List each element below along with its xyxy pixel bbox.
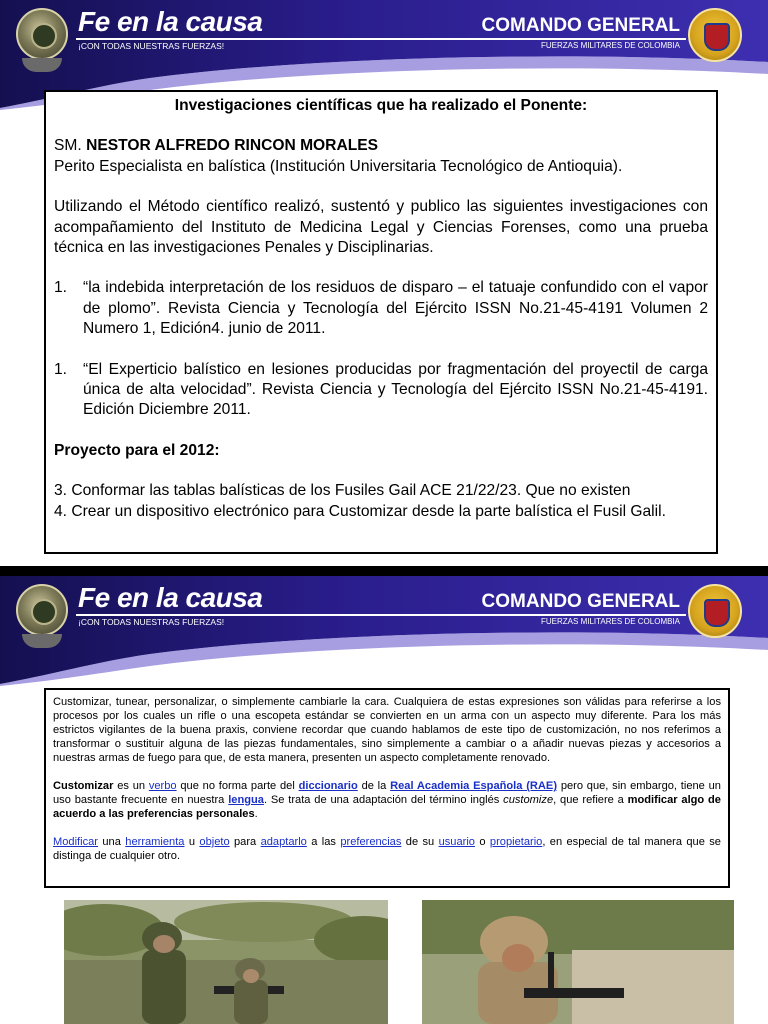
command-subtitle: FUERZAS MILITARES DE COLOMBIA bbox=[541, 41, 680, 50]
speaker-role: Perito Especialista en balística (Institución Universitaria Tecnológico de Antioquia). bbox=[54, 157, 623, 175]
research-heading: Investigaciones científicas que ha realizado el Ponente: bbox=[174, 97, 588, 114]
publication-item bbox=[54, 360, 708, 421]
slide-separator bbox=[0, 566, 768, 576]
link-propietario[interactable]: propietario bbox=[489, 836, 543, 848]
project-item: 3. Conformar las tablas balísticas de los Fusiles Gail ACE 21/22/23. Que no existen bbox=[54, 482, 631, 500]
publication-text: “la indebida interpretación de los residuos de disparo – el tatuaje confundido con el vapor de plomo”. Revista Ciencia y Tecnología del Ejército ISSN No.21-45-4191 Volumen 2 Numero 1, Edición4. junio de 2011. bbox=[83, 279, 708, 338]
coat-of-arms-icon bbox=[688, 8, 742, 62]
definition-bold: modificar algo de acuerdo a las preferencias personales bbox=[53, 794, 721, 820]
publication-item bbox=[54, 278, 708, 339]
speaker-rank: SM. bbox=[54, 137, 82, 155]
link-objeto[interactable]: objeto bbox=[199, 836, 230, 848]
banner-divider bbox=[76, 38, 686, 40]
brand-title: Fe en la causa bbox=[78, 582, 263, 613]
link-adaptarlo[interactable]: adaptarlo bbox=[260, 836, 307, 848]
slide-2 bbox=[0, 576, 768, 1024]
coat-of-arms-icon bbox=[688, 584, 742, 638]
brand-title: Fe en la causa bbox=[78, 6, 263, 37]
link-diccionario[interactable]: diccionario bbox=[298, 780, 358, 792]
link-modificar[interactable]: Modificar bbox=[53, 836, 99, 848]
customization-text-box bbox=[44, 688, 730, 888]
definition-paragraph: Customizar es un verbo que no forma parte del diccionario de la Real Academia Española (RAE) pero que, sin embargo, tiene un uso bastante frecuente en nuestra lengua. Se trata de una adaptación del término inglés customize, que refiere a modificar algo de acuerdo a las preferencias personales. bbox=[53, 780, 721, 820]
customization-paragraph: Customizar, tunear, personalizar, o simplemente cambiarle la cara. Cualquiera de estas expresiones son válidas para referirse a los procesos por los cuales un rifle o una escopeta estándar se convierten en un arma con un aspecto muy diferente. Para los más estrictos vigilantes de la buena praxis, conviene recordar que cuando hablamos de este tipo de customización, no nos referimos a transformar o sustituir alguna de las piezas fundamentales, sino simplemente a cambiar o a añadir nuevas piezas y accesorios a nuestras armas de fuego para que, de esta manera, presenten un aspecto completamente renovado. bbox=[53, 696, 721, 764]
command-subtitle: FUERZAS MILITARES DE COLOMBIA bbox=[541, 617, 680, 626]
publication-text: “El Experticio balístico en lesiones producidas por fragmentación del proyectil de carga única de alta velocidad”. Revista Ciencia y Tecnología del Ejército ISSN No.21-45-4191. Edición Diciembre 2011. bbox=[83, 360, 708, 419]
link-preferencias[interactable]: preferencias bbox=[340, 836, 402, 848]
brand-subtitle: ¡CON TODAS NUESTRAS FUERZAS! bbox=[78, 41, 225, 51]
header-banner bbox=[0, 576, 768, 686]
soldier-photo bbox=[422, 900, 734, 1024]
project-item: 4. Crear un dispositivo electrónico para Customizar desde la parte balística el Fusil Galil. bbox=[54, 502, 666, 520]
speaker-name: NESTOR ALFREDO RINCON MORALES bbox=[86, 137, 379, 155]
publication-number: 1. bbox=[54, 360, 68, 378]
command-title: COMANDO GENERAL bbox=[481, 15, 680, 36]
army-emblem-icon bbox=[16, 584, 68, 636]
publication-number: 1. bbox=[54, 279, 68, 297]
meaning-paragraph: Modificar una herramienta u objeto para adaptarlo a las preferencias de su usuario o propietario, en especial de tal manera que se distinga de cualquier otro. bbox=[53, 836, 721, 862]
brand-subtitle: ¡CON TODAS NUESTRAS FUERZAS! bbox=[78, 617, 225, 627]
speaker-line bbox=[54, 136, 708, 156]
project-heading: Proyecto para el 2012: bbox=[54, 441, 220, 459]
link-usuario[interactable]: usuario bbox=[438, 836, 475, 848]
english-term: customize bbox=[503, 794, 554, 806]
soldiers-photo bbox=[64, 900, 388, 1024]
term-bold: Customizar bbox=[53, 780, 114, 792]
research-text-box bbox=[44, 90, 718, 554]
banner-divider bbox=[76, 614, 686, 616]
link-rae[interactable]: Real Academia Española (RAE) bbox=[390, 780, 558, 792]
link-lengua[interactable]: lengua bbox=[228, 794, 264, 806]
command-title: COMANDO GENERAL bbox=[481, 591, 680, 612]
link-verbo[interactable]: verbo bbox=[148, 780, 177, 792]
army-emblem-icon bbox=[16, 8, 68, 60]
link-herramienta[interactable]: herramienta bbox=[125, 836, 185, 848]
research-intro: Utilizando el Método científico realizó, sustentó y publico las siguientes investigaciones con acompañamiento del Instituto de Medicina Legal y Ciencias Forenses, como una prueba técnica en las investigaciones Penales y Disciplinarias. bbox=[54, 198, 708, 257]
